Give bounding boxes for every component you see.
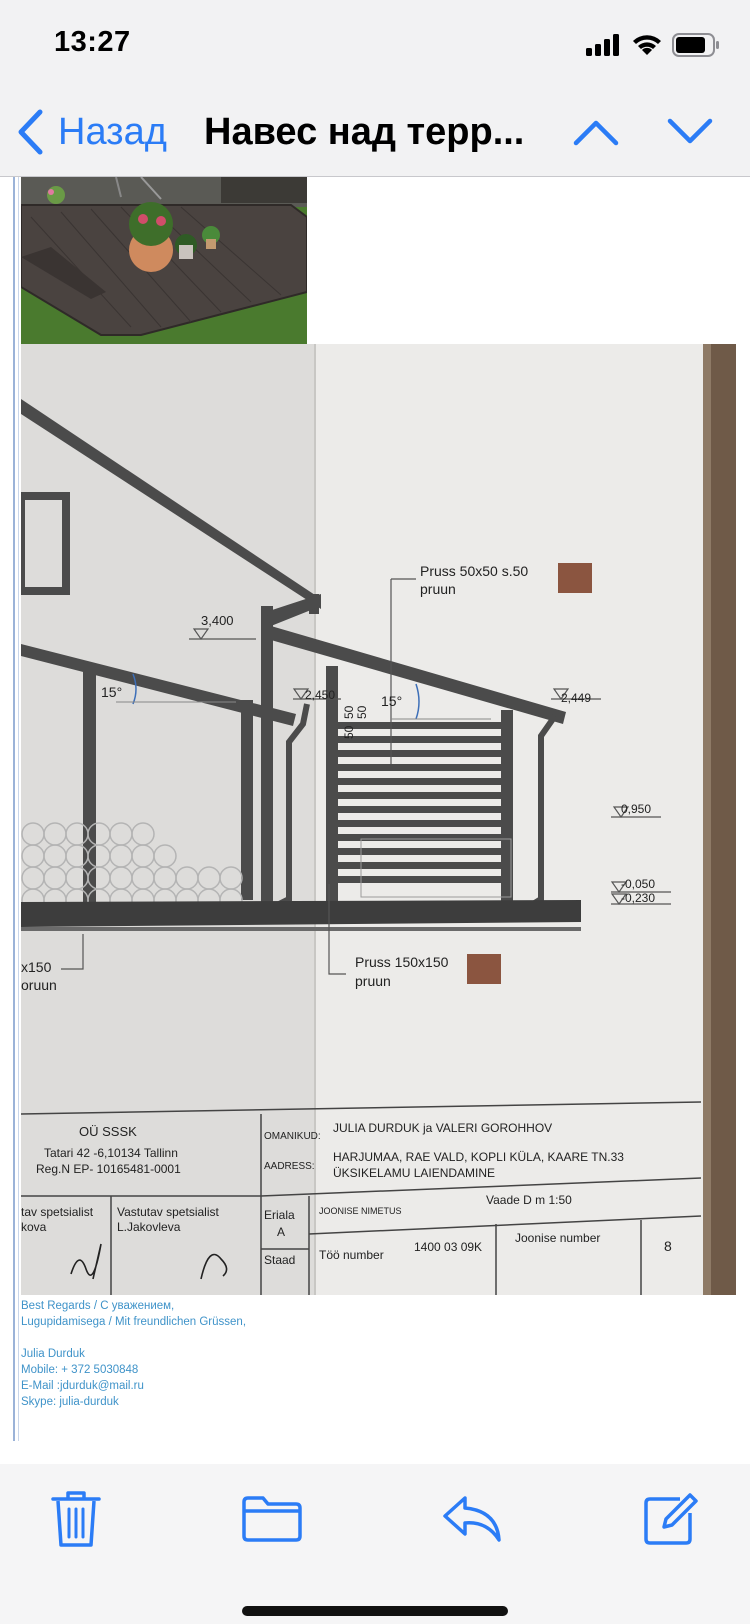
reply-button[interactable] xyxy=(432,1484,512,1554)
page-title: Навес над терр... xyxy=(204,111,525,153)
owners-names: JULIA DURDUK ja VALERI GOROHHOV xyxy=(333,1121,553,1135)
drawing-number-label: Joonise number xyxy=(515,1231,601,1245)
specialist-1: tav spetsialist xyxy=(21,1205,94,1219)
view-scale: Vaade D m 1:50 xyxy=(486,1193,572,1207)
label-pruss-top-2: pruun xyxy=(420,581,456,597)
trash-icon xyxy=(51,1489,101,1549)
work-number-label: Töö number xyxy=(319,1248,384,1262)
move-to-folder-button[interactable] xyxy=(232,1484,312,1554)
navigation-bar xyxy=(0,92,750,177)
eriala-label: Eriala xyxy=(264,1208,295,1222)
delete-button[interactable] xyxy=(36,1484,116,1554)
dimension-b: 50 xyxy=(342,705,356,719)
message-body[interactable] xyxy=(0,177,750,1464)
quote-bar-secondary xyxy=(18,177,19,1441)
elevation-3: 2,449 xyxy=(561,691,592,705)
chevron-down-icon xyxy=(667,118,713,146)
staad-label: Staad xyxy=(264,1253,296,1267)
angle-1: 15° xyxy=(101,684,123,700)
previous-message-button[interactable] xyxy=(566,106,626,158)
signature-line: Lugupidamisega / Mit freundlichen Grüssen, xyxy=(21,1316,247,1328)
signature-name: Julia Durduk xyxy=(21,1348,85,1360)
eriala-value: A xyxy=(277,1225,286,1239)
address-line-2: ÜKSIKELAMU LAIENDAMINE xyxy=(333,1166,496,1180)
folder-icon xyxy=(241,1494,303,1544)
signature-mobile[interactable]: Mobile: + 372 5030848 xyxy=(21,1364,139,1376)
construction-drawing-image xyxy=(21,344,736,1295)
angle-2: 15° xyxy=(381,693,403,709)
compose-button[interactable] xyxy=(630,1484,710,1554)
elevation-6: -0,230 xyxy=(621,891,656,905)
drawing-name-label: JOONISE NIMETUS xyxy=(319,1206,402,1216)
status-bar xyxy=(0,0,750,92)
next-message-button[interactable] xyxy=(660,106,720,158)
chevron-up-icon xyxy=(573,118,619,146)
company-registration: Reg.N EP- 10165481-0001 xyxy=(36,1162,181,1176)
wifi-icon xyxy=(632,34,662,56)
battery-icon xyxy=(672,33,720,57)
status-time: 13:27 xyxy=(54,26,131,58)
specialist-2: Vastutav spetsialist xyxy=(117,1205,219,1219)
elevation-5: -0,050 xyxy=(621,877,656,891)
construction-drawing[interactable] xyxy=(21,344,736,1295)
compose-icon xyxy=(642,1491,698,1547)
company-name: OÜ SSSK xyxy=(79,1124,137,1139)
signature-line: Best Regards / С уважением, xyxy=(21,1300,175,1312)
label-left: x150 xyxy=(21,959,52,975)
work-number: 1400 03 09K xyxy=(414,1240,483,1254)
signature-skype: Skype: julia-durduk xyxy=(21,1396,119,1408)
quote-bar xyxy=(13,177,15,1441)
company-address: Tatari 42 -6,10134 Tallinn xyxy=(44,1146,178,1160)
label-left-2: oruun xyxy=(21,977,57,993)
terrace-photo[interactable] xyxy=(21,177,307,344)
elevation-1: 3,400 xyxy=(201,613,234,628)
terrace-photo-image xyxy=(21,177,307,344)
reply-icon xyxy=(441,1494,503,1544)
email-signature xyxy=(21,1298,521,1410)
signature-email[interactable]: E-Mail :jdurduk@mail.ru xyxy=(21,1380,144,1392)
back-label: Назад xyxy=(58,110,167,153)
home-indicator[interactable] xyxy=(242,1606,508,1616)
specialist-2b: L.Jakovleva xyxy=(117,1220,181,1234)
cellular-signal-icon xyxy=(586,34,622,56)
label-pruss-bottom-2: pruun xyxy=(355,973,391,989)
address-label: AADRESS: xyxy=(264,1161,315,1172)
elevation-2: 2,450 xyxy=(305,688,336,702)
specialist-1b: kova xyxy=(21,1220,47,1234)
address-line-1: HARJUMAA, RAE VALD, KOPLI KÜLA, KAARE TN.33 xyxy=(333,1150,624,1164)
drawing-number: 8 xyxy=(664,1238,672,1254)
label-pruss-bottom: Pruss 150x150 xyxy=(355,954,449,970)
back-button[interactable] xyxy=(16,102,167,162)
label-pruss-top: Pruss 50x50 s.50 xyxy=(420,563,529,579)
signature-line xyxy=(21,1330,521,1346)
owners-label: OMANIKUD: xyxy=(264,1131,321,1142)
chevron-left-icon xyxy=(16,109,44,155)
elevation-4: 0,950 xyxy=(621,802,652,816)
bottom-toolbar xyxy=(0,1464,750,1624)
dimension-a: 50 xyxy=(342,725,356,739)
dimension-c: 50 xyxy=(355,705,369,719)
status-icons xyxy=(586,32,720,58)
